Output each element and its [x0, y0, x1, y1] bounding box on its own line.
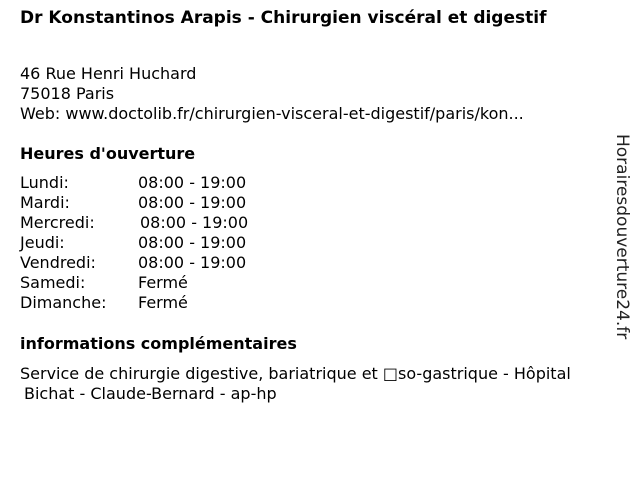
hours-row-monday: [20, 173, 280, 193]
day-label: Samedi:: [20, 273, 86, 292]
watermark-text: Horairesdouverture24.fr: [612, 134, 632, 340]
day-label: Jeudi:: [20, 233, 65, 252]
opening-hours-table: [20, 173, 280, 313]
hours-row-sunday: [20, 293, 280, 313]
hours-value: Fermé: [138, 273, 188, 292]
info-line: Bichat - Claude-Bernard - ap-hp: [24, 384, 277, 403]
page-title: Dr Konstantinos Arapis - Chirurgien viscéral et digestif: [20, 8, 547, 28]
info-line: Service de chirurgie digestive, bariatrique et □so-gastrique - Hôpital: [20, 364, 571, 383]
street-address: 46 Rue Henri Huchard: [20, 64, 197, 83]
website-link[interactable]: Web: www.doctolib.fr/chirurgien-visceral-et-digestif/paris/kon...: [20, 104, 524, 123]
hours-value: 08:00 - 19:00: [140, 213, 249, 232]
hours-value: Fermé: [138, 293, 188, 312]
site-watermark: [611, 134, 633, 344]
day-label: Mardi:: [20, 193, 70, 212]
opening-hours-heading: Heures d'ouverture: [20, 144, 196, 163]
hours-row-tuesday: [20, 193, 280, 213]
day-label: Mercredi:: [20, 213, 95, 232]
additional-info-text: [20, 364, 620, 404]
address-block: [20, 64, 524, 124]
hours-value: 08:00 - 19:00: [138, 193, 247, 212]
day-label: Vendredi:: [20, 253, 96, 272]
hours-value: 08:00 - 19:00: [138, 253, 247, 272]
day-label: Dimanche:: [20, 293, 107, 312]
hours-row-saturday: [20, 273, 280, 293]
hours-value: 08:00 - 19:00: [138, 173, 247, 192]
hours-row-thursday: [20, 233, 280, 253]
hours-value: 08:00 - 19:00: [138, 233, 247, 252]
hours-row-wednesday: [20, 213, 280, 233]
day-label: Lundi:: [20, 173, 69, 192]
hours-row-friday: [20, 253, 280, 273]
additional-info-heading: informations complémentaires: [20, 334, 297, 353]
postal-city: 75018 Paris: [20, 84, 115, 103]
